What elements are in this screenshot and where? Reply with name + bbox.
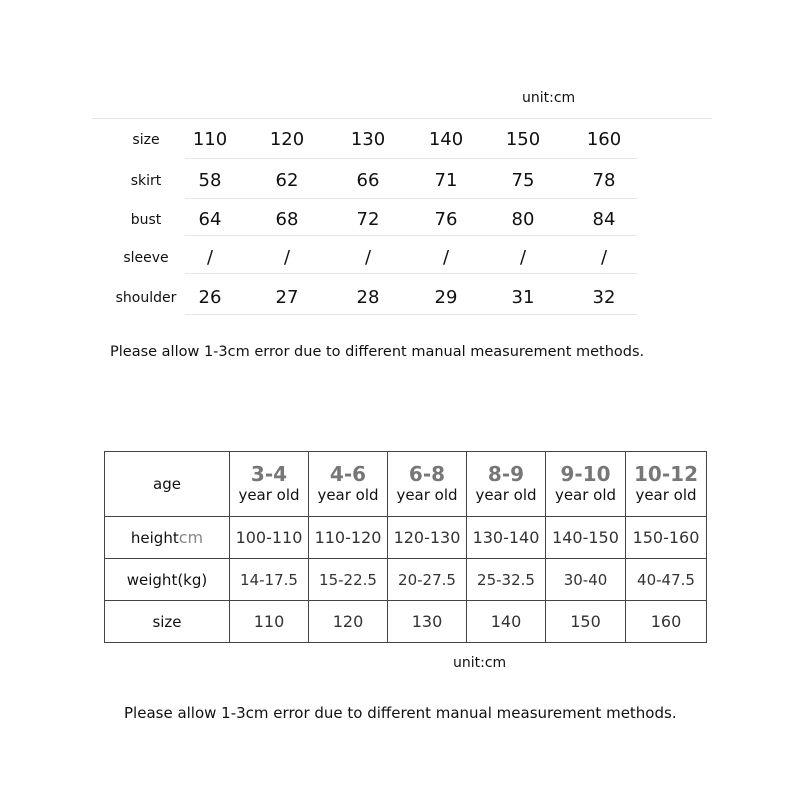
age-range: 10-12 xyxy=(634,462,698,486)
table-cell: / xyxy=(519,247,527,268)
table-cell: / xyxy=(206,247,214,268)
table-cell: 110 xyxy=(230,601,309,643)
table-cell xyxy=(626,452,707,517)
table-cell: 76 xyxy=(434,209,458,230)
age-unit: year old xyxy=(396,486,458,504)
table-cell: 140 xyxy=(467,601,546,643)
table-cell xyxy=(546,452,626,517)
table-cell: 40-47.5 xyxy=(626,559,707,601)
table-cell xyxy=(388,452,467,517)
table-cell: 110-120 xyxy=(309,517,388,559)
age-range: 6-8 xyxy=(408,462,446,486)
table-cell: 140 xyxy=(428,129,464,150)
table-cell: 100-110 xyxy=(230,517,309,559)
table-cell: 110 xyxy=(192,129,228,150)
table-cell: / xyxy=(364,247,372,268)
row-label: weight(kg) xyxy=(105,559,230,601)
table-row xyxy=(105,517,707,559)
row-label: age xyxy=(105,452,230,517)
height-label: height xyxy=(130,529,179,547)
age-range: 3-4 xyxy=(250,462,288,486)
row-label: skirt xyxy=(130,173,162,189)
table-cell: 80 xyxy=(511,209,535,230)
table-cell: 120-130 xyxy=(388,517,467,559)
table-cell: 26 xyxy=(198,287,222,308)
age-range: 9-10 xyxy=(560,462,611,486)
table-divider xyxy=(185,235,637,236)
table-cell: 64 xyxy=(198,209,222,230)
table-cell: 29 xyxy=(434,287,458,308)
measure-row-skirt xyxy=(0,166,800,196)
table-cell: 62 xyxy=(275,170,299,191)
table-cell: 32 xyxy=(592,287,616,308)
table-cell: 160 xyxy=(586,129,622,150)
table-cell: 75 xyxy=(511,170,535,191)
row-label xyxy=(105,517,230,559)
table-cell: 150 xyxy=(546,601,626,643)
table-cell: 31 xyxy=(511,287,535,308)
table-cell: 72 xyxy=(356,209,380,230)
age-chart-unit: unit:cm xyxy=(453,655,507,671)
table-cell: / xyxy=(442,247,450,268)
table-divider xyxy=(185,158,637,159)
table-cell: 68 xyxy=(275,209,299,230)
table-cell: 160 xyxy=(626,601,707,643)
table-cell: / xyxy=(600,247,608,268)
table-cell xyxy=(230,452,309,517)
age-unit: year old xyxy=(635,486,697,504)
table-cell: / xyxy=(283,247,291,268)
age-unit: year old xyxy=(317,486,379,504)
age-range: 8-9 xyxy=(487,462,525,486)
table-cell: 71 xyxy=(434,170,458,191)
measure-row-bust xyxy=(0,205,800,235)
measure-chart-unit: unit:cm xyxy=(522,90,576,106)
measurement-note: Please allow 1-3cm error due to different manual measurement methods. xyxy=(124,704,677,722)
table-cell: 25-32.5 xyxy=(467,559,546,601)
measure-row-shoulder xyxy=(0,283,800,313)
age-unit: year old xyxy=(554,486,617,504)
table-cell: 84 xyxy=(592,209,616,230)
table-divider xyxy=(185,273,637,274)
table-row xyxy=(105,601,707,643)
table-cell: 120 xyxy=(269,129,305,150)
table-cell: 140-150 xyxy=(546,517,626,559)
table-cell xyxy=(309,452,388,517)
table-cell: 58 xyxy=(198,170,222,191)
table-cell: 120 xyxy=(309,601,388,643)
row-label: size xyxy=(132,132,160,148)
row-label: shoulder xyxy=(115,290,177,306)
height-unit: cm xyxy=(178,528,204,547)
table-cell: 130 xyxy=(388,601,467,643)
table-row xyxy=(105,559,707,601)
measure-row-size xyxy=(0,125,800,155)
table-divider xyxy=(92,118,712,119)
table-cell: 27 xyxy=(275,287,299,308)
age-size-table xyxy=(104,451,707,643)
table-row xyxy=(105,452,707,517)
measure-row-sleeve xyxy=(0,243,800,273)
age-unit: year old xyxy=(475,486,537,504)
table-cell: 14-17.5 xyxy=(230,559,309,601)
table-divider xyxy=(185,198,637,199)
table-cell: 78 xyxy=(592,170,616,191)
table-cell: 20-27.5 xyxy=(388,559,467,601)
table-cell: 66 xyxy=(356,170,380,191)
table-cell: 130 xyxy=(350,129,386,150)
row-label: bust xyxy=(130,212,162,228)
table-cell: 150 xyxy=(505,129,541,150)
table-cell: 15-22.5 xyxy=(309,559,388,601)
table-divider xyxy=(185,314,637,315)
age-range: 4-6 xyxy=(329,462,367,486)
table-cell: 130-140 xyxy=(467,517,546,559)
age-unit: year old xyxy=(238,486,300,504)
measurement-note: Please allow 1-3cm error due to different manual measurement methods. xyxy=(110,344,645,360)
table-cell xyxy=(467,452,546,517)
row-label: sleeve xyxy=(123,250,169,266)
table-cell: 28 xyxy=(356,287,380,308)
table-cell: 30-40 xyxy=(546,559,626,601)
table-cell: 150-160 xyxy=(626,517,707,559)
row-label: size xyxy=(105,601,230,643)
